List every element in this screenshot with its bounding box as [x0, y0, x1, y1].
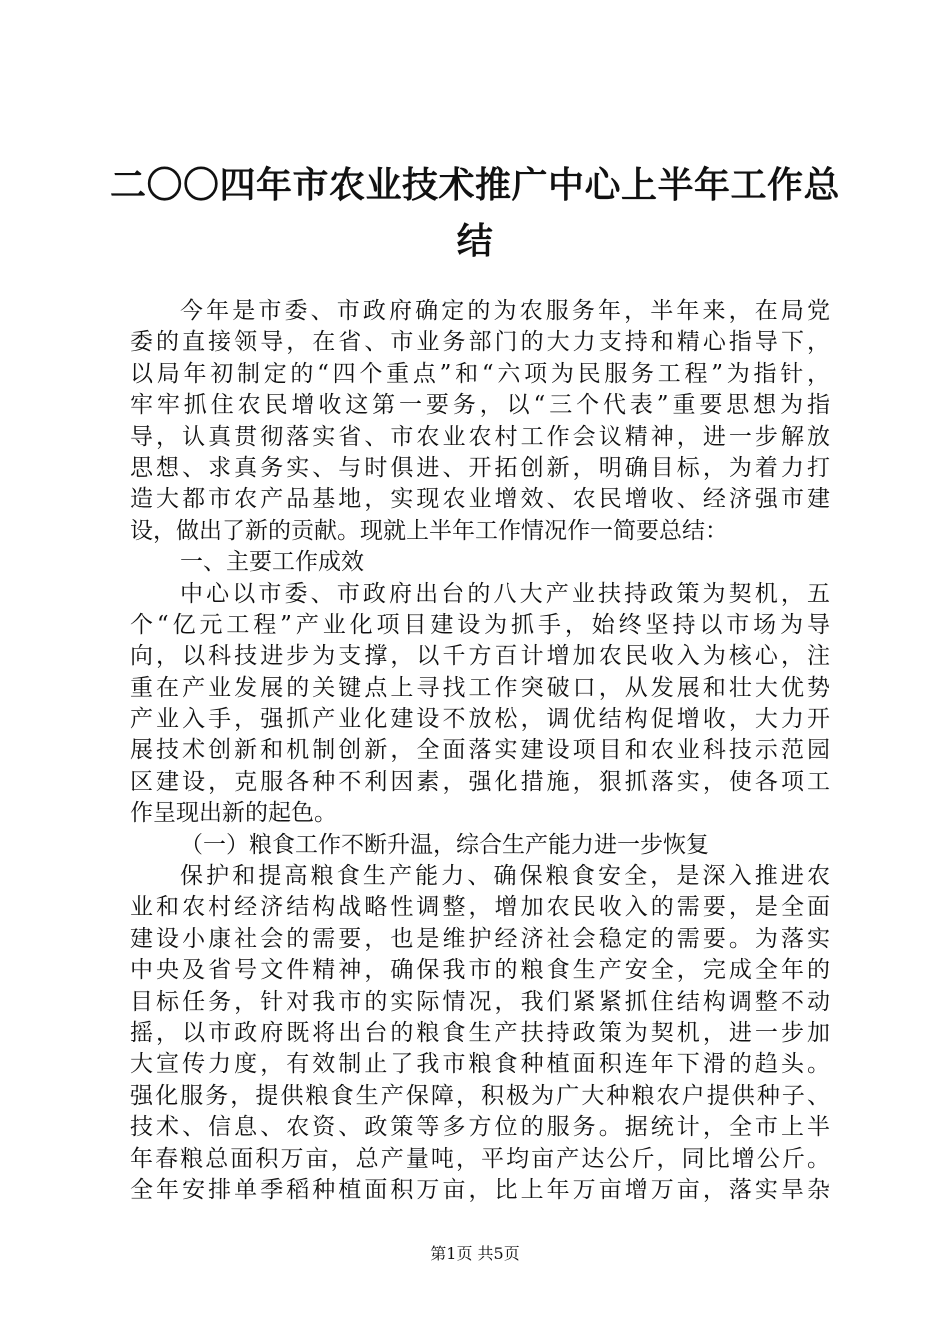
body-line: 造大都市农产品基地，实现农业增效、农民增收、经济强市建 [130, 486, 830, 513]
body-line: 思想、求真务实、与时俱进、开拓创新，明确目标，为着力打 [130, 454, 830, 481]
body-line: 目标任务，针对我市的实际情况，我们紧紧抓住结构调整不动 [130, 988, 830, 1015]
body-line: 重在产业发展的关键点上寻找工作突破口，从发展和壮大优势 [130, 674, 830, 701]
body-line: 技术、信息、农资、政策等多方位的服务。据统计，全市上半 [130, 1114, 830, 1141]
body-line: 委的直接领导，在省、市业务部门的大力支持和精心指导下， [130, 329, 830, 356]
body-line: 区建设，克服各种不利因素，强化措施，狠抓落实，使各项工 [130, 768, 830, 795]
body-line: 强化服务，提供粮食生产保障，积极为广大种粮农户提供种子、 [130, 1082, 830, 1109]
body-line: 产业入手，强抓产业化建设不放松，调优结构促增收，大力开 [130, 706, 830, 733]
body-line: 业和农村经济结构战略性调整，增加农民收入的需要，是全面 [130, 894, 830, 921]
body-line: 牢牢抓住农民增收这第一要务，以“三个代表”重要思想为指 [130, 392, 830, 419]
body-line: 大宣传力度，有效制止了我市粮食种植面积连年下滑的趋头。 [130, 1051, 830, 1078]
body-line: 向，以科技进步为支撑，以千方百计增加农民收入为核心，注 [130, 643, 830, 670]
body-line: 作呈现出新的起色。 [130, 800, 337, 827]
page-number-footer: 第1页 共5页 [430, 1244, 520, 1263]
document-body [130, 296, 830, 1206]
body-line: 全年安排单季稻种植面积万亩，比上年万亩增万亩，落实旱杂 [130, 1176, 830, 1203]
body-line: 今年是市委、市政府确定的为农服务年，半年来，在局党 [180, 298, 830, 324]
document-title-line-1: 二〇〇四年市农业技术推广中心上半年工作总 [110, 165, 841, 206]
body-line: 设，做出了新的贡献。现就上半年工作情况作一简要总结： [130, 517, 728, 544]
subsection-heading: （一）粮食工作不断升温，综合生产能力进一步恢复 [180, 831, 709, 858]
body-line: 年春粮总面积万亩，总产量吨，平均亩产达公斤，同比增公斤。 [130, 1145, 830, 1172]
body-line: 摇，以市政府既将出台的粮食生产扶持政策为契机，进一步加 [130, 1019, 830, 1046]
body-line: 建设小康社会的需要，也是维护经济社会稳定的需要。为落实 [130, 925, 830, 952]
body-line: 中央及省号文件精神，确保我市的粮食生产安全，完成全年的 [130, 957, 830, 984]
section-heading: 一、主要工作成效 [180, 549, 364, 576]
body-line: 导，认真贯彻落实省、市农业农村工作会议精神，进一步解放 [130, 423, 830, 450]
body-line: 以局年初制定的“四个重点”和“六项为民服务工程”为指针， [130, 360, 830, 387]
body-line: 展技术创新和机制创新，全面落实建设项目和农业科技示范园 [130, 737, 830, 764]
body-line: 保护和提高粮食生产能力、确保粮食安全，是深入推进农 [180, 863, 830, 890]
body-line: 个“亿元工程”产业化项目建设为抓手，始终坚持以市场为导 [130, 611, 830, 638]
body-line: 中心以市委、市政府出台的八大产业扶持政策为契机，五 [180, 580, 830, 607]
document-title-line-2: 结 [456, 221, 494, 262]
